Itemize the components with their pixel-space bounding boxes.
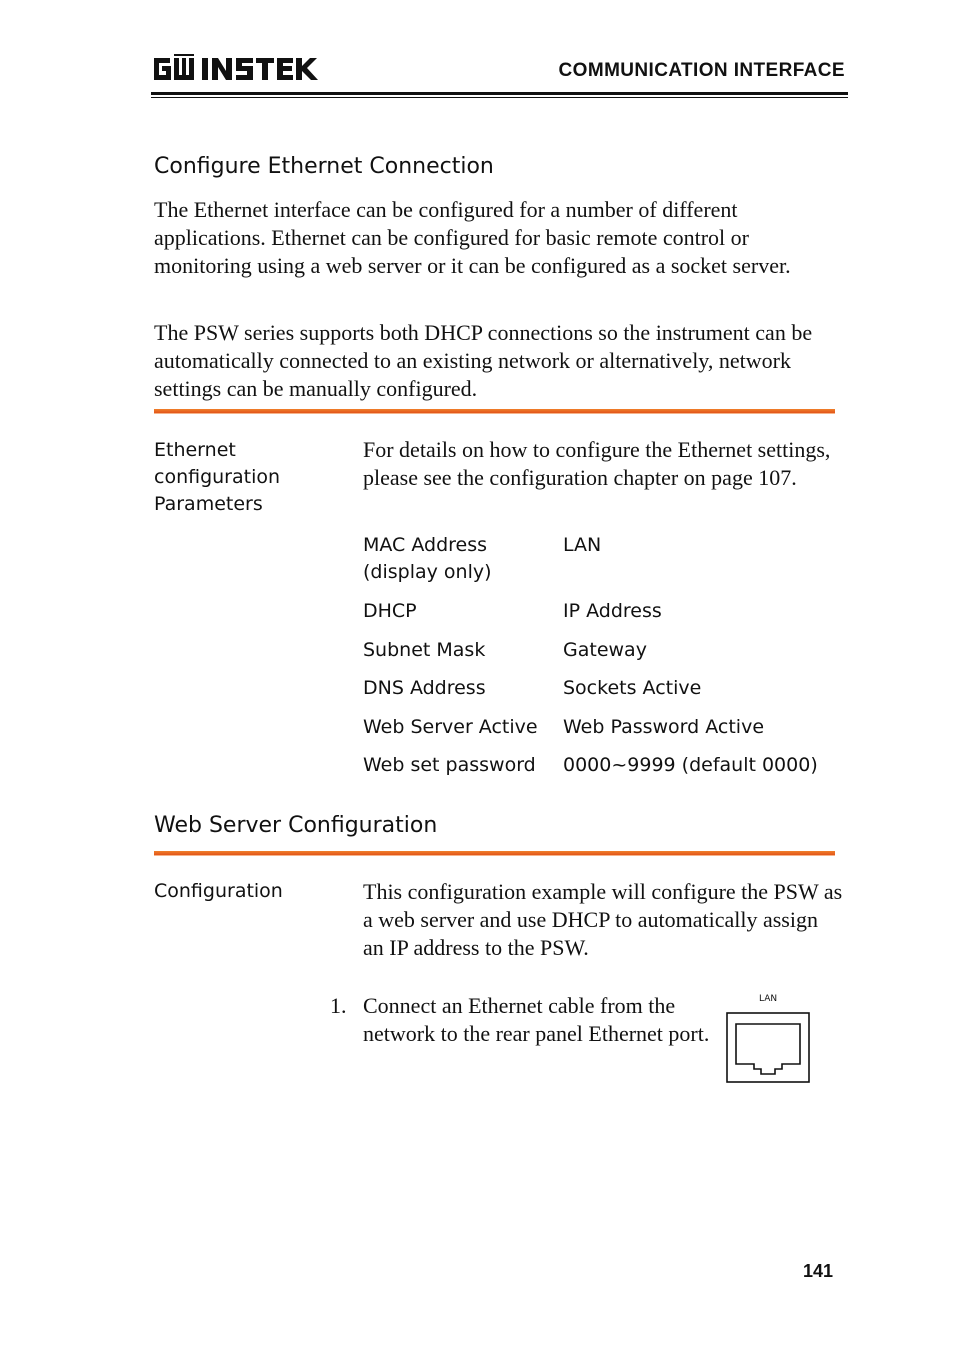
param-note: (display only)	[363, 561, 492, 583]
param-dns-address: DNS Address	[363, 677, 486, 699]
label-line: configuration	[154, 466, 281, 488]
header-rule	[151, 92, 848, 95]
step-number: 1.	[330, 993, 347, 1018]
ethernet-port-icon	[726, 1012, 810, 1083]
param-password-range: 0000~9999 (default 0000)	[563, 754, 818, 776]
label-line: Ethernet	[154, 439, 236, 461]
configuration-label: Configuration	[154, 880, 283, 902]
ethernet-params-label	[154, 437, 280, 518]
intro-paragraph: The Ethernet interface can be configured for a number of different applications. Ethernet can be configured for basic remote control or monitoring using a web server or it can be configured as a socket server.	[154, 197, 791, 278]
section-heading-web-server: Web Server Configuration	[154, 813, 438, 838]
step-text: Connect an Ethernet cable from the network to the rear panel Ethernet port.	[363, 993, 710, 1046]
dhcp-paragraph: The PSW series supports both DHCP connections so the instrument can be automatically connected to an existing network or alternatively, network settings can be manually configured.	[154, 320, 813, 401]
section-heading-configure-ethernet: Configure Ethernet Connection	[154, 154, 494, 179]
lan-port-label: LAN	[759, 994, 778, 1004]
param-dhcp: DHCP	[363, 600, 417, 622]
param-subnet-mask: Subnet Mask	[363, 639, 486, 661]
param-lan: LAN	[563, 534, 602, 556]
param-web-set-password: Web set password	[363, 754, 536, 776]
page-number: 141	[802, 1261, 833, 1281]
param-ip-address: IP Address	[563, 600, 662, 622]
param-web-password-active: Web Password Active	[563, 716, 765, 738]
header-rule-thin	[151, 97, 848, 98]
section-title: COMMUNICATION INTERFACE	[558, 60, 845, 81]
param-gateway: Gateway	[563, 639, 647, 661]
param-name: MAC Address	[363, 534, 488, 556]
section-divider	[154, 409, 835, 413]
gw-instek-logo	[152, 54, 324, 84]
configuration-description: This configuration example will configure the PSW as a web server and use DHCP to automatically assign an IP address to the PSW.	[363, 879, 843, 960]
section-divider	[154, 851, 835, 855]
param-web-server-active: Web Server Active	[363, 716, 538, 738]
param-mac-address	[363, 532, 492, 586]
ethernet-params-description: For details on how to configure the Ethernet settings, please see the configuration chapter on page 107.	[363, 437, 831, 490]
param-sockets-active: Sockets Active	[563, 677, 702, 699]
label-line: Parameters	[154, 493, 263, 515]
